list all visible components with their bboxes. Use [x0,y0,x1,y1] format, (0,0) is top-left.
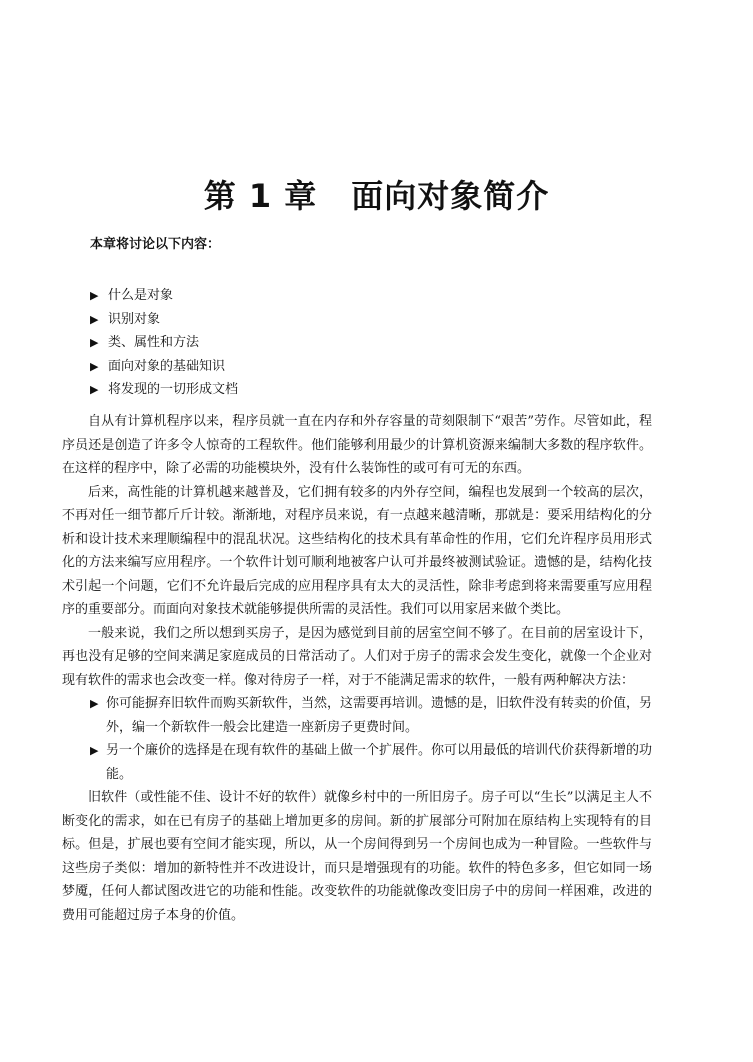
right-triangle-icon: ▶ [90,744,99,757]
right-triangle-icon: ▶ [90,359,99,373]
topic-list [90,284,238,402]
topic-text: 什么是对象 [108,288,174,303]
topic-item [90,378,238,402]
topic-text: 将发现的一切形成文档 [108,382,239,397]
option-text: 你可能摒弃旧软件而购买新软件，当然，这需要再培训。遗憾的是，旧软件没有转卖的价值，另外，编一个新软件一般会比建造一座新房子更费时间。 [106,696,653,735]
option-text: 另一个廉价的选择是在现有软件的基础上做一个扩展件。你可以用最低的培训代价获得新增的功能。 [106,743,653,782]
paragraph: 自从有计算机程序以来，程序员就一直在内存和外存容量的苛刻限制下“艰苦”劳作。尽管如此，程序员还是创造了许多令人惊奇的工程软件。他们能够利用最少的计算机资源来编制大多数的程序软件。在这样的程序中，除了必需的功能模块外，没有什么装饰性的或可有可无的东西。 [62,414,652,476]
chapter-heading [0,176,753,216]
topic-text: 识别对象 [108,311,161,327]
topic-item [90,331,238,355]
topic-text: 类、属性和方法 [108,335,200,350]
topic-item [90,308,238,332]
topic-text: 面向对象的基础知识 [108,358,226,374]
chapter-intro: 本章将讨论以下内容： [90,237,221,252]
right-triangle-icon: ▶ [90,336,99,349]
chapter-number: 第 1 章 [203,177,318,215]
option-item [62,739,652,786]
right-triangle-icon: ▶ [90,383,99,396]
paragraph: 一般来说，我们之所以想到买房子，是因为感觉到目前的居室空间不够了。在目前的居室设计下，再也没有足够的空间来满足家庭成员的日常活动了。人们对于房子的需求会发生变化，就像一个企业对现有软件的需求也会改变一样。像对待房子一样，对于不能满足需求的软件，一般有两种解决方法： [62,625,652,688]
right-triangle-icon: ▶ [90,312,99,326]
right-triangle-icon: ▶ [90,289,99,302]
topic-item [90,284,238,308]
right-triangle-icon: ▶ [90,697,99,710]
paragraph: 后来，高性能的计算机越来越普及，它们拥有较多的内外存空间，编程也发展到一个较高的层次，不再对任一细节都斤斤计较。渐渐地，对程序员来说，有一点越来越清晰，那就是：要采用结构化的分析和设计技术来理顺编程中的混乱状况。这些结构化的技术具有革命性的作用，它们允许程序员用形式化的方法来编写应用程序。一个软件计划可顺利地被客户认可并最终被测试验证。遗憾的是，结构化技术引起一个问题，它们不允许最后完成的应用程序具有太大的灵活性，除非考虑到将来需要重写应用程序的重要部分。而面向对象技术就能够提供所需的灵活性。我们可以用家居来做个类比。 [62,484,652,617]
topic-item [90,355,238,379]
chapter-title: 面向对象简介 [351,177,550,215]
paragraph: 旧软件（或性能不佳、设计不好的软件）就像乡村中的一所旧房子。房子可以“生长”以满足主人不断变化的需求，如在已有房子的基础上增加更多的房间。新的扩展部分可附加在原结构上实现特有的目标。但是，扩展也要有空间才能实现，所以，从一个房间得到另一个房间也成为一种冒险。一些软件与这些房子类似：增加的新特性并不改进设计，而只是增强现有的功能。软件的特色多多，但它如同一场梦魇，任何人都试图改进它的功能和性能。改变软件的功能就像改变旧房子中的房间一样困难，改进的费用可能超过房子本身的价值。 [62,790,652,923]
option-item [62,692,652,739]
body-text [62,410,652,927]
